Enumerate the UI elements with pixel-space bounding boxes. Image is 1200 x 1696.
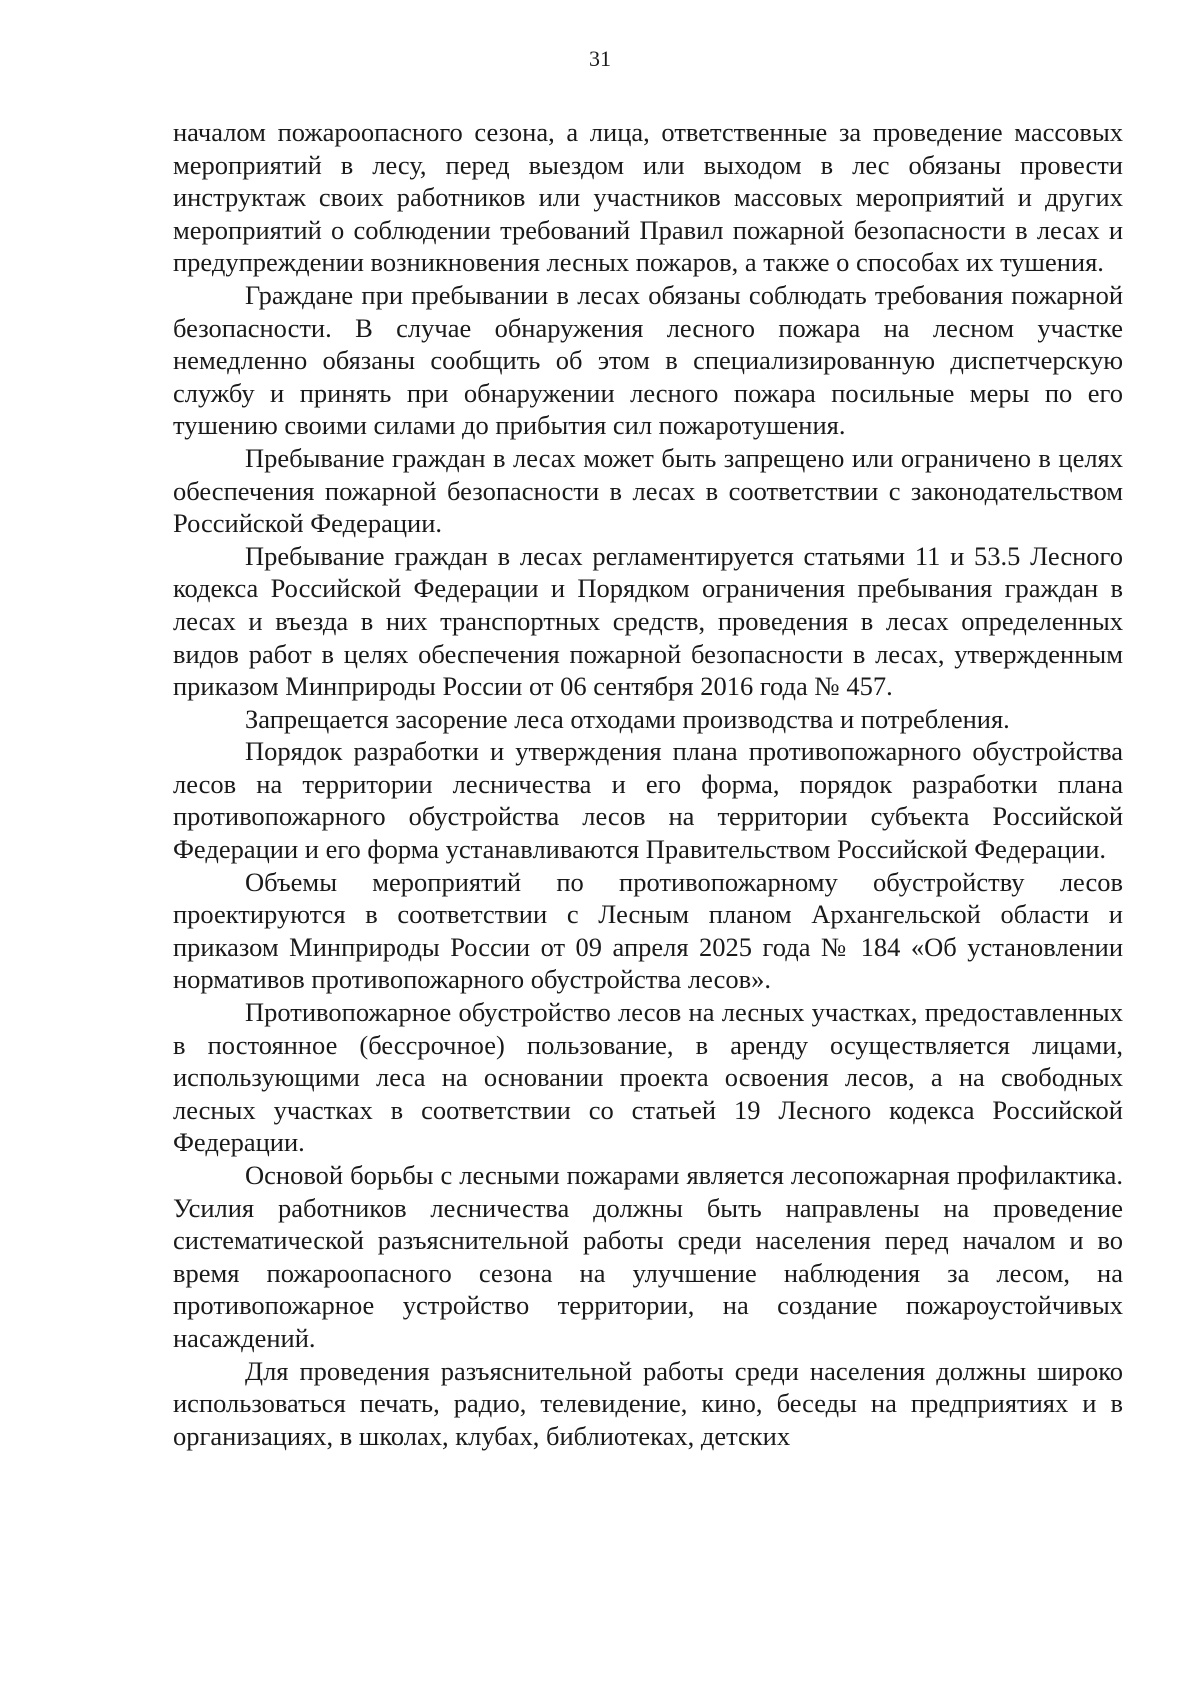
- paragraph: Граждане при пребывании в лесах обязаны соблюдать требования пожарной безопасности. В случае обнаружения лесного пожара на лесном участке немедленно обязаны сообщить об этом в специализированную диспетчерскую службу и принять при обнаружении лесного пожара посильные меры по его тушению своими силами до прибытия сил пожаротушения.: [173, 279, 1123, 441]
- paragraph: Пребывание граждан в лесах регламентируется статьями 11 и 53.5 Лесного кодекса Российской Федерации и Порядком ограничения пребывания граждан в лесах и въезда в них транспортных средств, проведения в лесах определенных видов работ в целях обеспечения пожарной безопасности в лесах, утвержденным приказом Минприроды России от 06 сентября 2016 года № 457.: [173, 540, 1123, 702]
- paragraph: Пребывание граждан в лесах может быть запрещено или ограничено в целях обеспечения пожарной безопасности в лесах в соответствии с законодательством Российской Федерации.: [173, 442, 1123, 539]
- paragraph-continuation: началом пожароопасного сезона, а лица, ответственные за проведение массовых мероприятий в лесу, перед выездом или выходом в лес обязаны провести инструктаж своих работников или участников массовых мероприятий и других мероприятий о соблюдении требований Правил пожарной безопасности в лесах и предупреждении возникновения лесных пожаров, а также о способах их тушения.: [173, 117, 1123, 278]
- document-body: [173, 116, 1123, 1452]
- paragraph: Противопожарное обустройство лесов на лесных участках, предоставленных в постоянное (бессрочное) пользование, в аренду осуществляется лицами, использующими леса на основании проекта освоения лесов, а на свободных лесных участках в соответствии со статьей 19 Лесного кодекса Российской Федерации.: [173, 997, 1123, 1158]
- paragraph: Запрещается засорение леса отходами производства и потребления.: [245, 703, 1010, 734]
- paragraph: Основой борьбы с лесными пожарами является лесопожарная профилактика. Усилия работников лесничества должны быть направлены на проведение систематической разъяснительной работы среди населения перед началом и во время пожароопасного сезона на улучшение наблюдения за лесом, на противопожарное устройство территории, на создание пожароустойчивых насаждений.: [173, 1160, 1123, 1353]
- paragraph: Порядок разработки и утверждения плана противопожарного обустройства лесов на территории лесничества и его форма, порядок разработки плана противопожарного обустройства лесов на территории субъекта Российской Федерации и его форма устанавливаются Правительством Российской Федерации.: [173, 736, 1123, 865]
- page-number: 31: [589, 46, 611, 71]
- paragraph-continues-next-page: Для проведения разъяснительной работы среди населения должны широко использоваться печать, радио, телевидение, кино, беседы на предприятиях и в организациях, в школах, клубах, библиотеках, детских: [173, 1355, 1123, 1451]
- paragraph: Объемы мероприятий по противопожарному обустройству лесов проектируются в соответствии с Лесным планом Архангельской области и приказом Минприроды России от 09 апреля 2025 года № 184 «Об установлении нормативов противопожарного обустройства лесов».: [173, 866, 1123, 995]
